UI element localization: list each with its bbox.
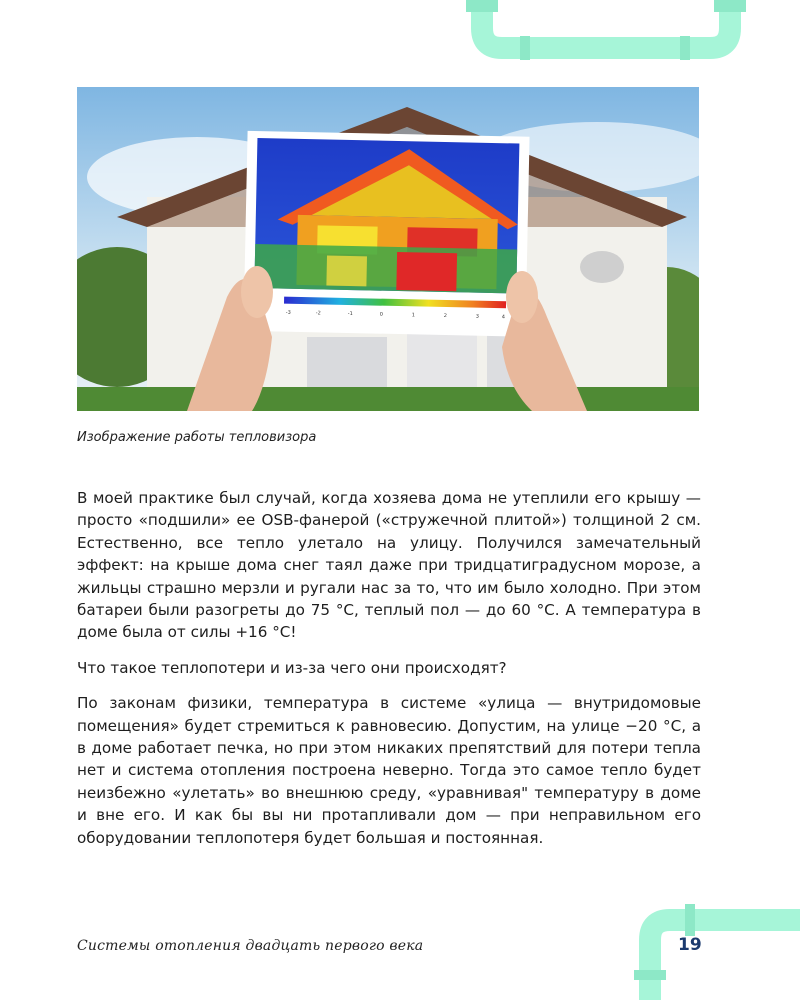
- photo-caption: Изображение работы тепловизора: [77, 430, 317, 445]
- paragraph: В моей практике был случай, когда хозяева дома не утеплили его крышу — просто «подшили» ее OSB-фанерой («стружечной плитой») толщиной 2 см. Естественно, все тепло улетало на улицу. Получился замечательный эффект: на крыше дома снег таял даже при тридцатиградусном морозе, а жильцы страшно мерзли и ругали нас за то, что им было холодно. При этом батареи были разогреты до 75 °С, теплый пол — до 60 °С. А температура в доме была от силы +16 °С!: [77, 489, 701, 642]
- thermal-scale-tick: -1: [347, 310, 353, 318]
- decorative-pipe-top: [460, 0, 750, 70]
- thermal-scale-tick: 2: [443, 312, 448, 320]
- thermal-scale-tick: 3: [475, 313, 480, 320]
- thermal-imager-photo: [77, 87, 699, 411]
- page-number: 19: [678, 935, 702, 955]
- paragraph-question: Что такое теплопотери и из-за чего они происходят?: [77, 658, 507, 677]
- book-title-footer: Системы отопления двадцать первого века: [77, 938, 424, 954]
- thermal-scale-tick: -3: [285, 309, 291, 316]
- decorative-pipe-bottom: [630, 900, 800, 1000]
- paragraph: По законам физики, температура в системе «улица — внутридомовые помещения» будет стремиться к равновесию. Допустим, на улице −20 °С, а в доме работает печка, но при этом никаких препятствий для потери тепла нет и система отопления построена неверно. Тогда это самое тепло будет неизбежно «улетать» во внешнюю среду, «уравнивая" температуру в доме и вне его. И как бы вы ни протапливали дом — при неправильном его оборудовании теплопотеря будет большая и постоянная.: [77, 694, 701, 847]
- article-body: [77, 487, 701, 862]
- thermal-scale-tick: 1: [411, 312, 416, 319]
- thermal-scale-tick: -2: [315, 310, 321, 317]
- thermal-scale-tick: 0: [379, 311, 384, 318]
- thermal-scale-tick: 4: [501, 314, 506, 321]
